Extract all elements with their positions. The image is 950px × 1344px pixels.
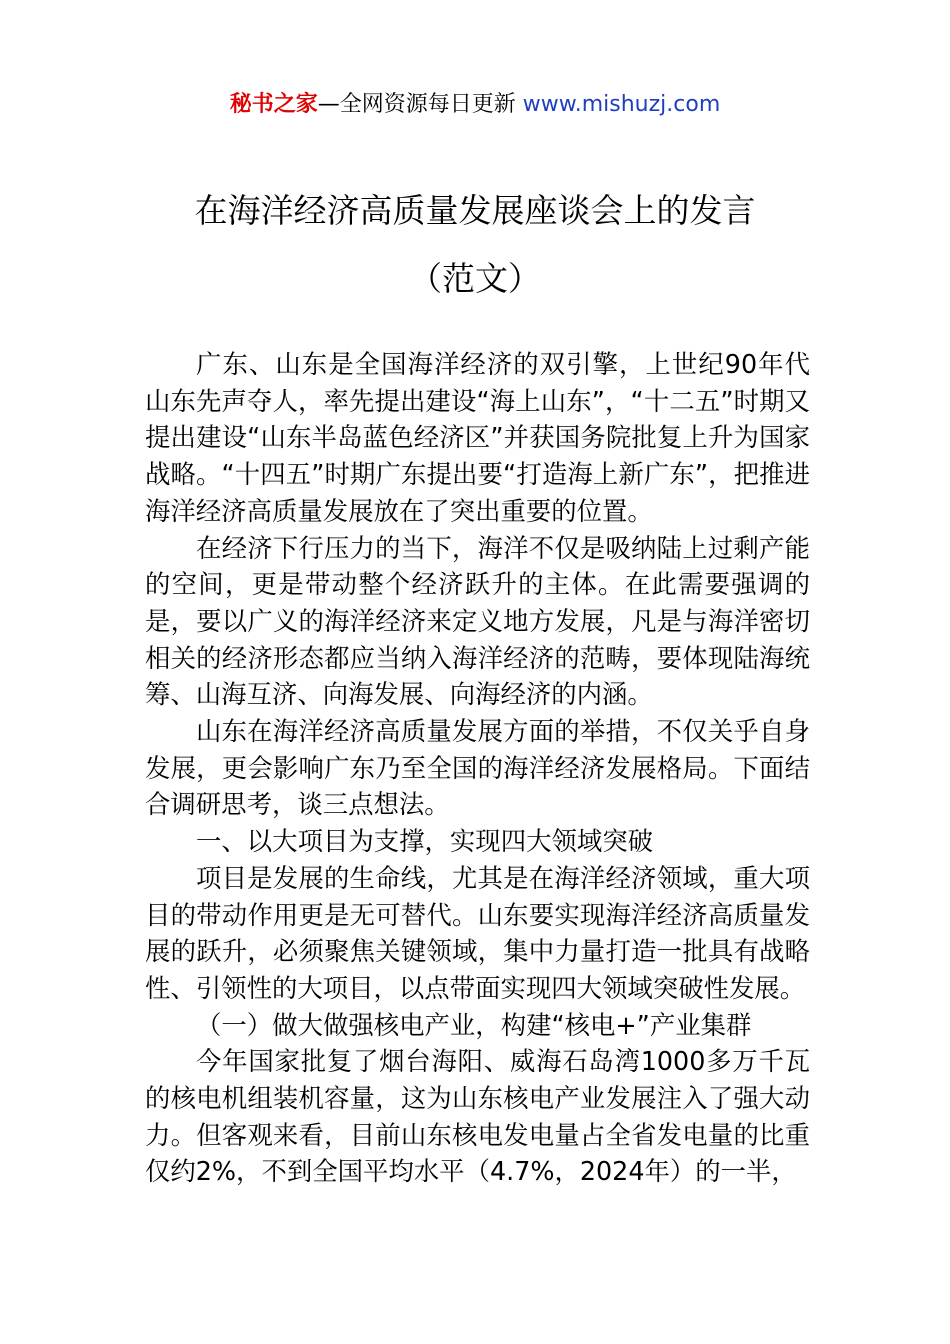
site-brand: 秘书之家: [229, 92, 318, 117]
document-title: 在海洋经济高质量发展座谈会上的发言: [194, 191, 756, 230]
section-heading: 一、以大项目为支撑，实现四大领域突破: [196, 826, 654, 857]
site-header: [0, 88, 950, 122]
document-subtitle: （范文）: [409, 259, 541, 298]
paragraph: 广东、山东是全国海洋经济的双引擎，上世纪90年代山东先声夺人，率先提出建设“海上山东”，“十二五”时期又提出建设“山东半岛蓝色经济区”并获国务院批复上升为国家战略。“十四五”时期广东提出要“打造海上新广东”，把推进海洋经济高质量发展放在了突出重要的位置。: [145, 349, 810, 526]
site-tagline: —全网资源每日更新: [317, 92, 523, 117]
paragraph: 项目是发展的生命线，尤其是在海洋经济领域，重大项目的带动作用更是无可替代。山东要实现海洋经济高质量发展的跃升，必须聚焦关键领域，集中力量打造一批具有战略性、引领性的大项目，以点带面实现四大领域突破性发展。: [145, 862, 810, 1003]
document-body: [145, 346, 810, 1190]
paragraph: 今年国家批复了烟台海阳、威海石岛湾1000多万千瓦的核电机组装机容量，这为山东核电产业发展注入了强大动力。但客观来看，目前山东核电发电量占全省发电量的比重仅约2%，不到全国平均水平（4.7%，2024年）的一半，: [145, 1046, 810, 1187]
subsection-heading: （一）做大做强核电产业，构建“核电+”产业集群: [196, 1009, 752, 1040]
paragraph: 山东在海洋经济高质量发展方面的举措，不仅关乎自身发展，更会影响广东乃至全国的海洋经济发展格局。下面结合调研思考，谈三点想法。: [145, 716, 810, 820]
site-url-link[interactable]: www.mishuzj.com: [522, 92, 721, 117]
paragraph: 在经济下行压力的当下，海洋不仅是吸纳陆上过剩产能的空间，更是带动整个经济跃升的主体。在此需要强调的是，要以广义的海洋经济来定义地方发展，凡是与海洋密切相关的经济形态都应当纳入海洋经济的范畴，要体现陆海统筹、山海互济、向海发展、向海经济的内涵。: [145, 532, 810, 710]
